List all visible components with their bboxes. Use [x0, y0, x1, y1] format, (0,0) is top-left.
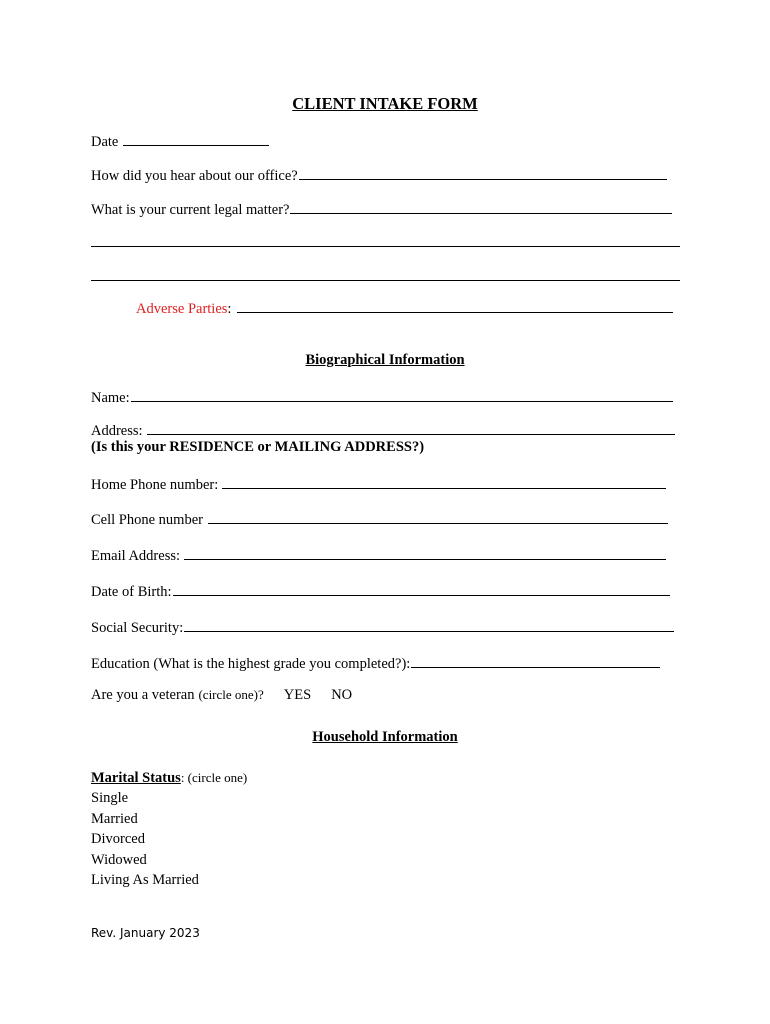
household-heading: Household Information [312, 729, 458, 745]
marital-status-row [91, 770, 247, 787]
veteran-yes-option[interactable]: YES [283, 687, 312, 703]
marital-status-label: Marital Status [91, 770, 181, 786]
adverse-parties-row [136, 298, 673, 318]
address-input[interactable] [147, 420, 675, 435]
dob-input[interactable] [173, 581, 670, 596]
revision-footer: Rev. January 2023 [91, 926, 200, 940]
adverse-parties-label: Adverse Parties [136, 301, 228, 317]
veteran-label: Are you a veteran [91, 687, 195, 703]
adverse-parties-colon: : [227, 301, 232, 317]
ssn-row [91, 617, 674, 637]
veteran-hint: (circle one)? [198, 687, 264, 702]
email-label: Email Address: [91, 548, 181, 564]
date-label: Date [91, 134, 119, 150]
veteran-row [91, 687, 352, 704]
education-row [91, 653, 660, 673]
date-row [91, 131, 269, 151]
dob-label: Date of Birth: [91, 584, 172, 600]
hear-about-input[interactable] [299, 165, 667, 180]
veteran-no-option[interactable]: NO [331, 687, 353, 703]
legal-matter-label: What is your current legal matter? [91, 202, 290, 218]
name-input[interactable] [131, 387, 673, 402]
biographical-heading: Biographical Information [305, 352, 465, 368]
name-label: Name: [91, 390, 130, 406]
education-input[interactable] [411, 653, 660, 668]
home-phone-label: Home Phone number: [91, 477, 219, 493]
name-row [91, 387, 673, 407]
cell-phone-label: Cell Phone number [91, 512, 203, 528]
adverse-parties-input[interactable] [237, 298, 673, 313]
marital-option-divorced[interactable]: Divorced [91, 831, 145, 847]
legal-matter-line-3[interactable] [91, 280, 680, 281]
dob-row [91, 581, 670, 601]
address-label: Address: [91, 423, 143, 439]
cell-phone-row [91, 509, 668, 529]
marital-status-hint: : (circle one) [180, 770, 248, 785]
ssn-label: Social Security: [91, 620, 184, 636]
marital-options [91, 788, 199, 891]
legal-matter-input[interactable] [290, 199, 672, 214]
marital-option-married[interactable]: Married [91, 810, 138, 827]
address-note: (Is this your RESIDENCE or MAILING ADDRESS?) [91, 439, 425, 455]
address-row [91, 420, 675, 440]
cell-phone-input[interactable] [208, 509, 668, 524]
legal-matter-row [91, 199, 672, 219]
hear-about-label: How did you hear about our office? [91, 168, 298, 184]
marital-option-living-as-married[interactable]: Living As Married [91, 872, 199, 888]
ssn-input[interactable] [184, 617, 674, 632]
hear-about-row [91, 165, 667, 185]
home-phone-row [91, 474, 666, 494]
form-title: CLIENT INTAKE FORM [292, 94, 478, 113]
legal-matter-line-2[interactable] [91, 246, 680, 247]
marital-option-widowed[interactable]: Widowed [91, 851, 147, 868]
education-label: Education (What is the highest grade you completed?): [91, 656, 411, 672]
email-input[interactable] [184, 545, 666, 560]
home-phone-input[interactable] [222, 474, 666, 489]
date-input[interactable] [123, 131, 269, 146]
marital-option-single[interactable]: Single [91, 790, 129, 806]
email-row [91, 545, 666, 565]
